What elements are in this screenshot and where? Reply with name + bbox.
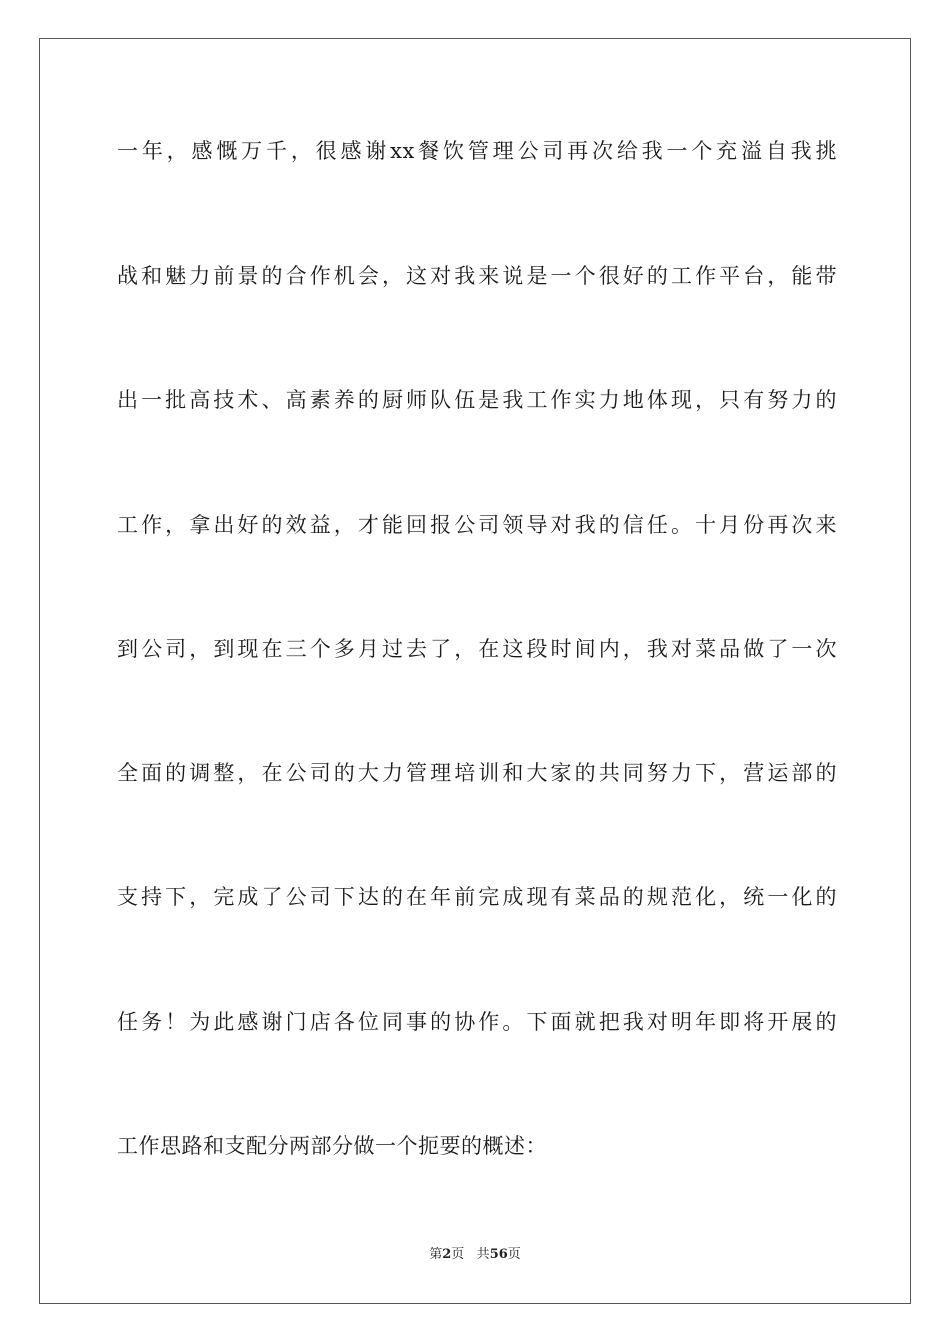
text-line: 出一批高技术、高素养的厨师队伍是我工作实力地体现，只有努力的 bbox=[117, 388, 837, 412]
text-line: 工作，拿出好的效益，才能回报公司领导对我的信任。十月份再次来 bbox=[117, 513, 837, 537]
text-line: 一年，感慨万千，很感谢xx餐饮管理公司再次给我一个充溢自我挑 bbox=[117, 139, 837, 163]
page-footer bbox=[0, 1246, 950, 1264]
page-border bbox=[39, 38, 911, 1304]
text-line: 任务！为此感谢门店各位同事的协作。下面就把我对明年即将开展的 bbox=[117, 1010, 837, 1034]
total-pages: 56 bbox=[489, 1247, 508, 1262]
total-label-prefix: 共 bbox=[476, 1247, 490, 1262]
page-number: 2 bbox=[442, 1247, 452, 1262]
text-line: 战和魅力前景的合作机会，这对我来说是一个很好的工作平台，能带 bbox=[117, 264, 837, 288]
page-label-suffix: 页 bbox=[451, 1247, 465, 1262]
text-line: 全面的调整，在公司的大力管理培训和大家的共同努力下，营运部的 bbox=[117, 761, 837, 785]
text-line: 工作思路和支配分两部分做一个扼要的概述： bbox=[117, 1134, 547, 1158]
text-line: 到公司，到现在三个多月过去了，在这段时间内，我对菜品做了一次 bbox=[117, 637, 837, 661]
total-label-suffix: 页 bbox=[507, 1247, 521, 1262]
text-line: 支持下，完成了公司下达的在年前完成现有菜品的规范化，统一化的 bbox=[117, 885, 837, 909]
page-label-prefix: 第 bbox=[429, 1247, 443, 1262]
